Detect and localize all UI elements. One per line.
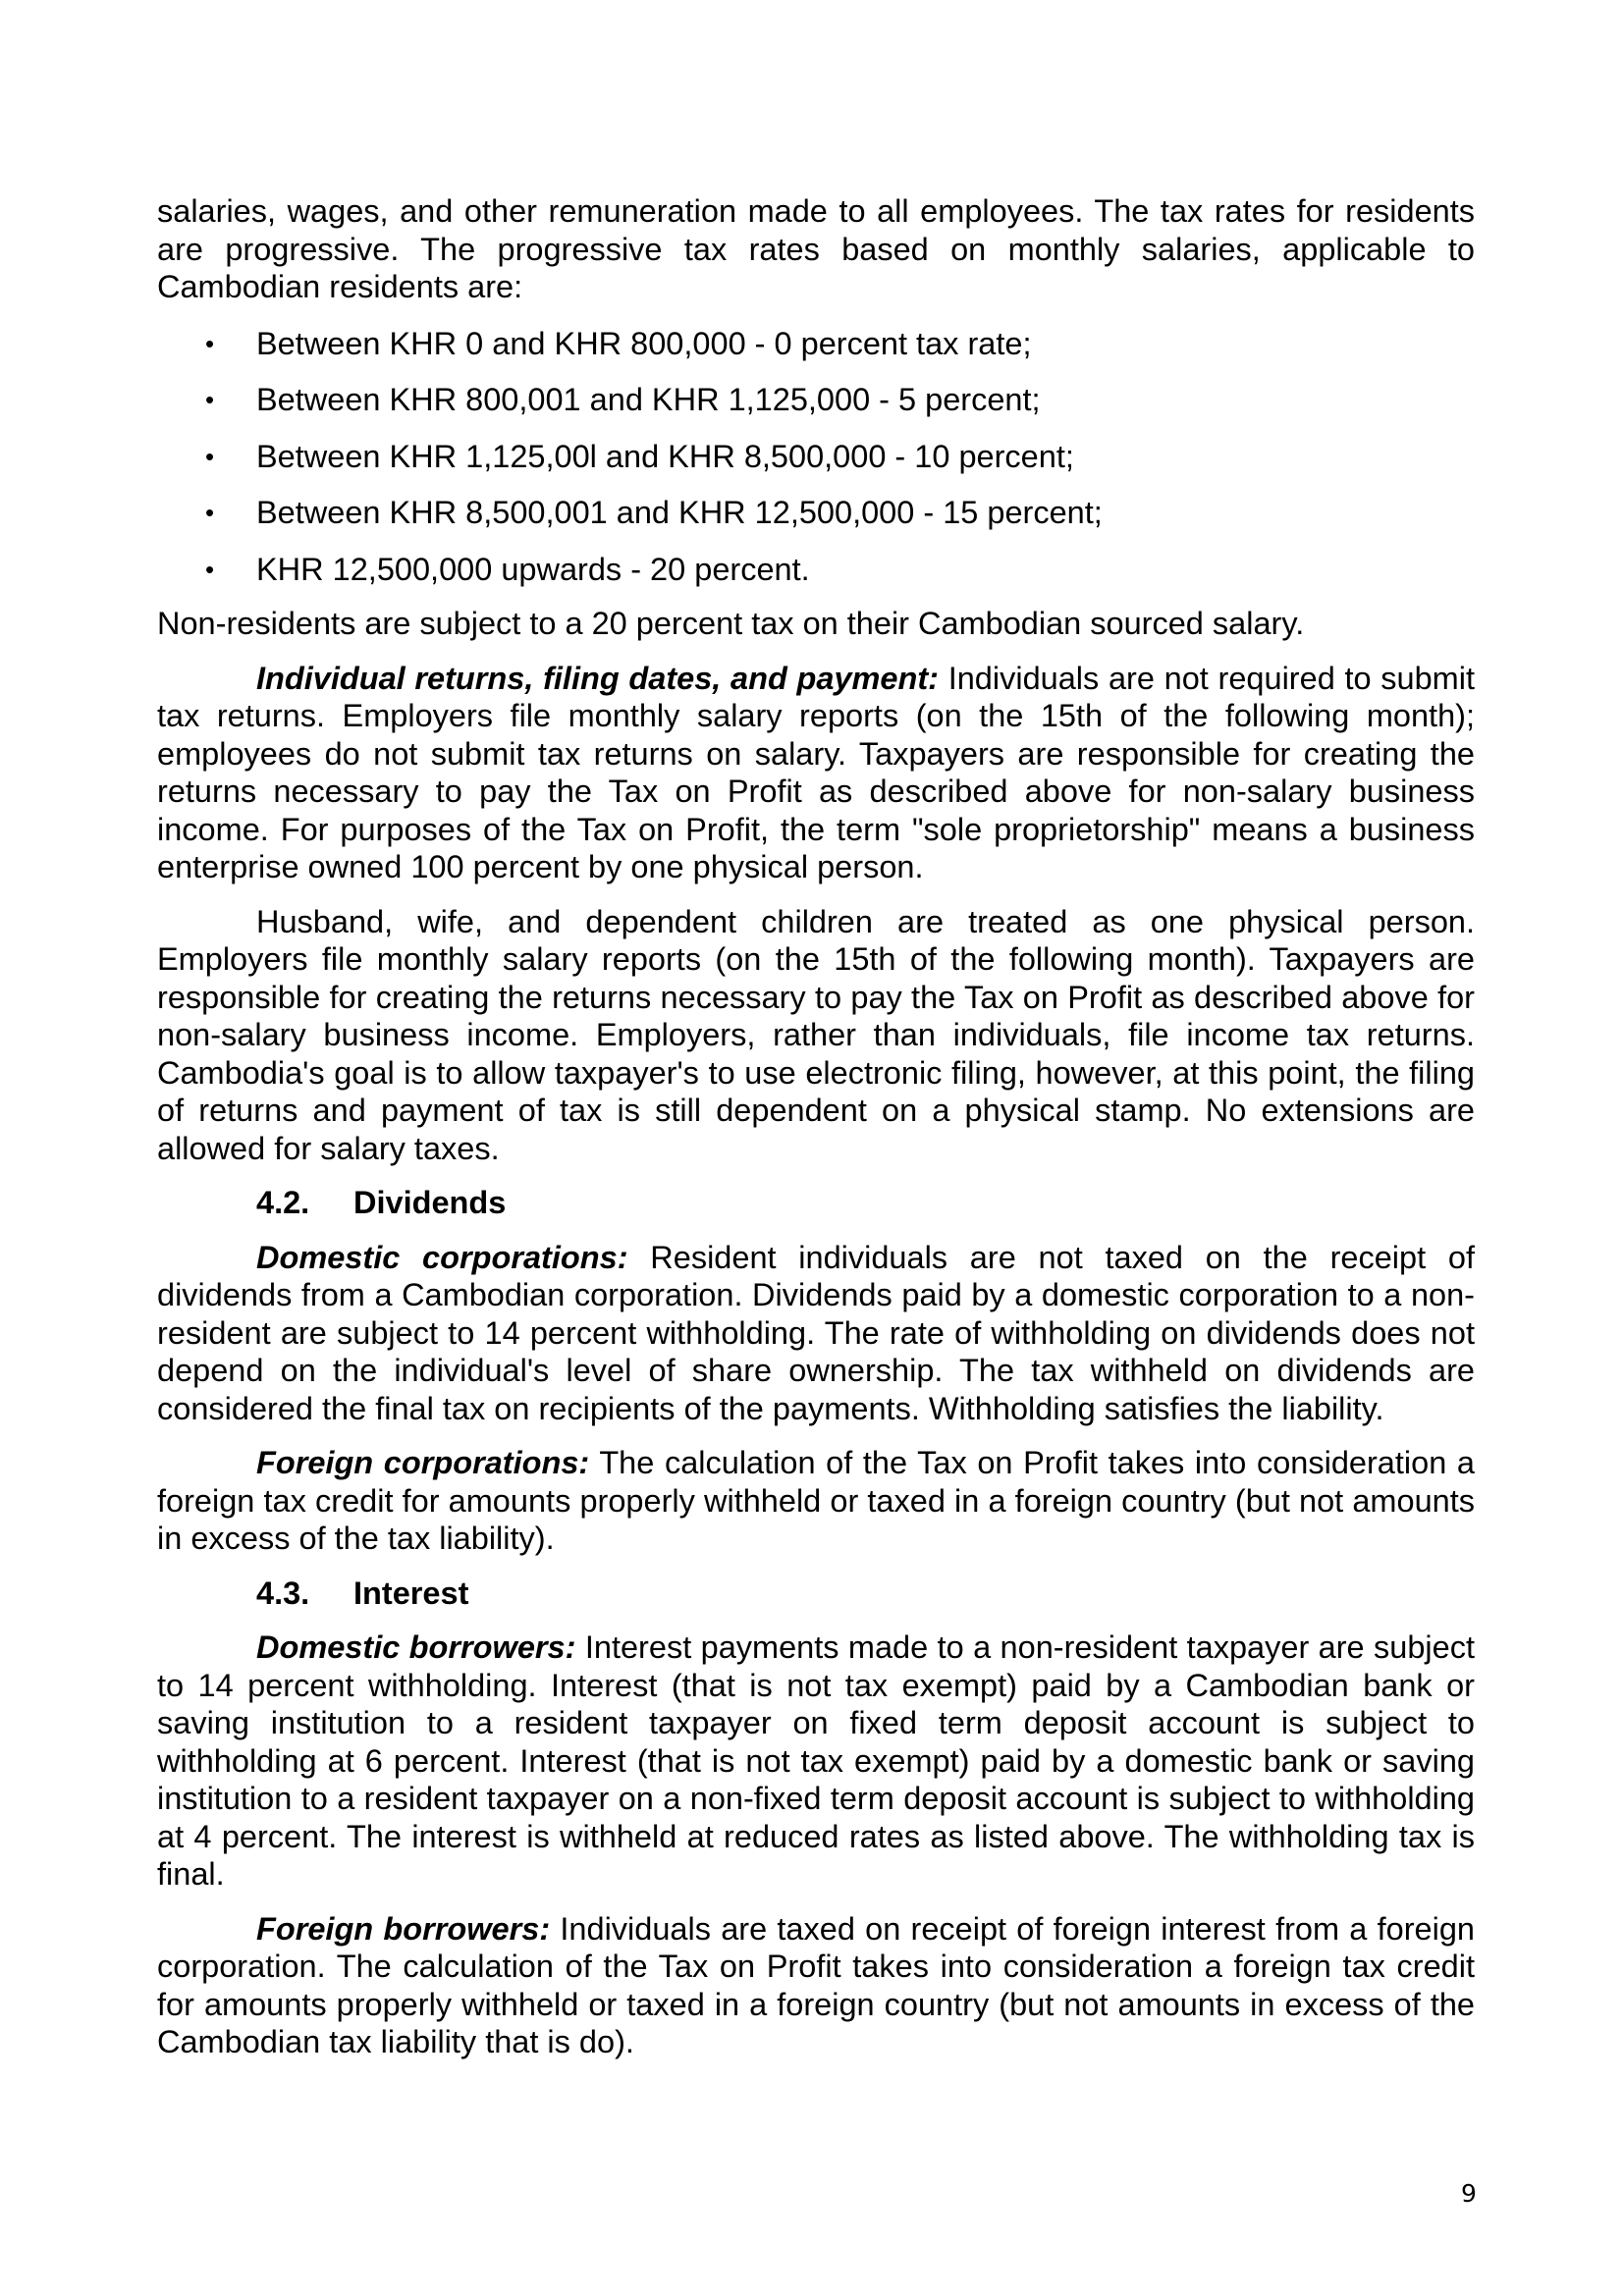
foreign-corporations-paragraph: [157, 1444, 1475, 1558]
section-number: 4.3.: [256, 1575, 310, 1611]
list-item: [157, 325, 1475, 363]
list-item: [157, 438, 1475, 476]
foreign-borrowers-text: Individuals are taxed on receipt of foreign interest from a foreign corporation. The calculation of the Tax on Profit takes into consideration a foreign tax credit for amounts properly withheld or taxed in a foreign country (but not amounts in excess of the Cambodian tax liability that is do).: [157, 1910, 1475, 2059]
section-heading-dividends: [157, 1184, 1475, 1222]
foreign-corporations-lead: Foreign corporations:: [256, 1445, 590, 1480]
bullet-icon: •: [205, 498, 215, 527]
document-page: [157, 192, 1475, 2061]
tax-bracket-list: [157, 325, 1475, 589]
list-item-text: Between KHR 0 and KHR 800,000 - 0 percent tax rate;: [256, 325, 1032, 361]
individual-returns-paragraph: [157, 660, 1475, 886]
domestic-corporations-text: Resident individuals are not taxed on the receipt of dividends from a Cambodian corporation. Dividends paid by a domestic corporation to a non-resident are subject to 14 percent withholding. The rate of withholding on dividends does not depend on the individual's level of share ownership. The tax withheld on dividends are considered the final tax on recipients of the payments. Withholding satisfies the liability.: [157, 1239, 1475, 1426]
husband-wife-paragraph: Husband, wife, and dependent children are treated as one physical person. Employers file monthly salary reports (on the 15th of the following month). Taxpayers are responsible for creating the returns necessary to pay the Tax on Profit as described above for non-salary business income. Employers, rather than individuals, file income tax returns. Cambodia's goal is to allow taxpayer's to use electronic filing, however, at this point, the filing of returns and payment of tax is still dependent on a physical stamp. No extensions are allowed for salary taxes.: [157, 903, 1475, 1166]
list-item: [157, 381, 1475, 419]
foreign-corporations-text: The calculation of the Tax on Profit takes into consideration a foreign tax credit for amounts properly withheld or taxed in a foreign country (but not amounts in excess of the tax liability).: [157, 1445, 1475, 1556]
list-item-text: Between KHR 8,500,001 and KHR 12,500,000 - 15 percent;: [256, 495, 1103, 530]
list-item-text: KHR 12,500,000 upwards - 20 percent.: [256, 551, 810, 587]
domestic-borrowers-paragraph: [157, 1629, 1475, 1894]
domestic-corporations-lead: Domestic corporations:: [256, 1239, 628, 1275]
list-item: [157, 494, 1475, 532]
section-title: Dividends: [353, 1185, 507, 1220]
domestic-corporations-paragraph: [157, 1239, 1475, 1428]
section-number: 4.2.: [256, 1185, 310, 1220]
intro-paragraph: salaries, wages, and other remuneration made to all employees. The tax rates for residents are progressive. The progressive tax rates based on monthly salaries, applicable to Cambodian residents are:: [157, 193, 1475, 304]
section-heading-interest: [157, 1575, 1475, 1613]
domestic-borrowers-text: Interest payments made to a non-resident taxpayer are subject to 14 percent withholding. Interest (that is not tax exempt) paid by a Cambodian bank or saving institution to a resident taxpayer on fixed term deposit account is subject to withholding at 6 percent. Interest (that is not tax exempt) paid by a domestic bank or saving institution to a resident taxpayer on a non-fixed term deposit account is subject to withholding at 4 percent. The interest is withheld at reduced rates as listed above. The withholding tax is final.: [157, 1629, 1475, 1892]
individual-returns-lead: Individual returns, filing dates, and payment:: [256, 660, 939, 696]
foreign-borrowers-paragraph: [157, 1910, 1475, 2061]
non-residents-paragraph: Non-residents are subject to a 20 percent tax on their Cambodian sourced salary.: [157, 606, 1305, 641]
bullet-icon: •: [205, 441, 215, 471]
bullet-icon: •: [205, 385, 215, 414]
section-title: Interest: [353, 1575, 469, 1611]
list-item: [157, 551, 1475, 589]
list-item-text: Between KHR 800,001 and KHR 1,125,000 - 5 percent;: [256, 382, 1041, 417]
page-number: 9: [1461, 2179, 1477, 2208]
list-item-text: Between KHR 1,125,00l and KHR 8,500,000 - 10 percent;: [256, 438, 1074, 474]
domestic-borrowers-lead: Domestic borrowers:: [256, 1629, 576, 1665]
foreign-borrowers-lead: Foreign borrowers:: [256, 1910, 551, 1947]
individual-returns-text: Individuals are not required to submit tax returns. Employers file monthly salary reports (on the 15th of the following month); employees do not submit tax returns on salary. Taxpayers are responsible for creating the returns necessary to pay the Tax on Profit as described above for non-salary business income. For purposes of the Tax on Profit, the term "sole proprietorship" means a business enterprise owned 100 percent by one physical person.: [157, 660, 1476, 884]
bullet-icon: •: [205, 554, 215, 584]
bullet-icon: •: [205, 328, 215, 358]
